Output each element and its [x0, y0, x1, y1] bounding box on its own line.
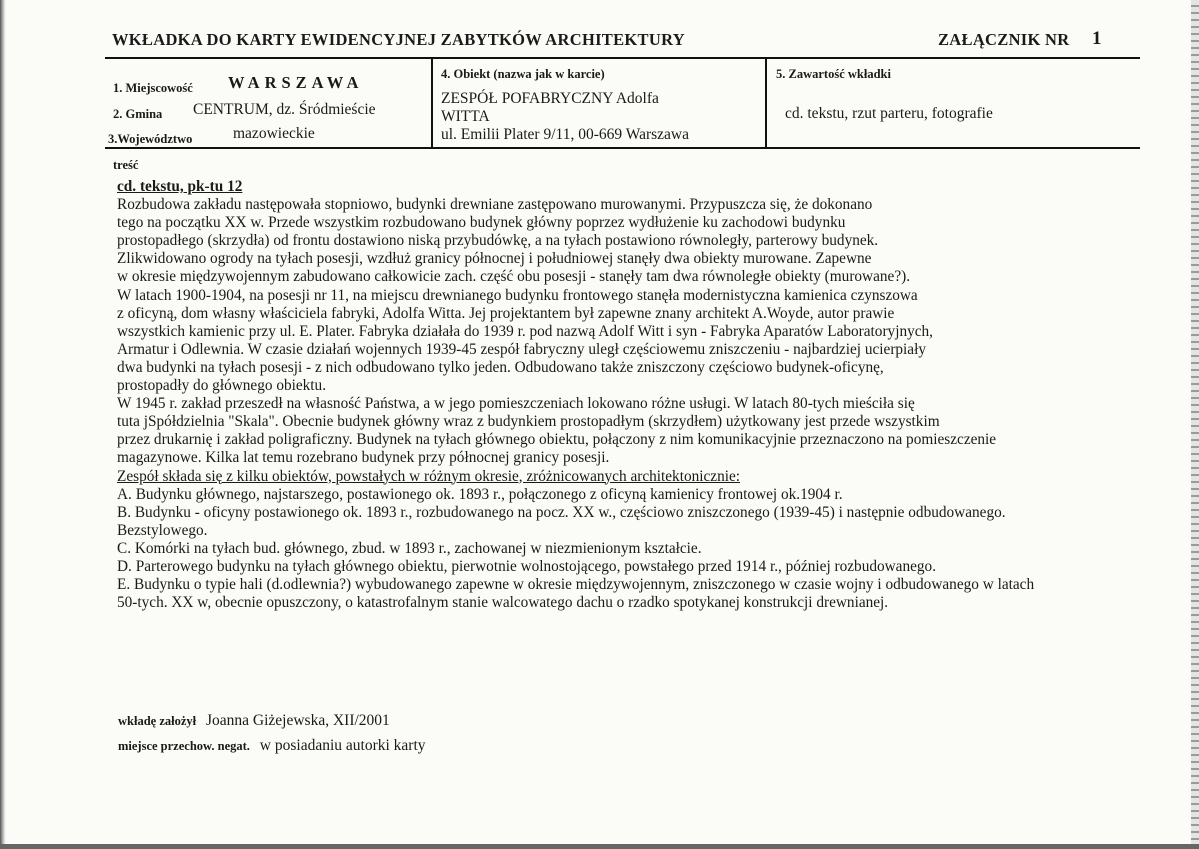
- content-line: z oficyną, dom własny właściciela fabryki, Adolfa Witta. Jej projektantem był zapewne znany architekt A.Woyde, autor prawie: [117, 304, 895, 322]
- content-line: W 1945 r. zakład przeszedł na własność Państwa, a w jego pomieszczeniach lokowano różne usługi. W latach 80-tych mieściła się: [117, 395, 915, 413]
- tresc-label: treść: [113, 158, 139, 172]
- zawartosc-label: 5. Zawartość wkładki: [776, 67, 891, 81]
- content-line: C. Komórki na tyłach bud. głównego, zbud. w 1893 r., zachowanej w niezmienionym kształcie.: [117, 539, 702, 557]
- miejscowosc-label: 1. Miejscowość: [113, 81, 193, 95]
- obiekt-value-line: ZESPÓŁ POFABRYCZNY Adolfa: [441, 90, 659, 107]
- author-row: [118, 712, 390, 730]
- content-line: 50-tych. XX w, obecnie opuszczony, o katastrofalnym stanie walcowatego dachu o rzadko spotykanej konstrukcji drewnianej.: [117, 594, 889, 612]
- obiekt-address: ul. Emilii Plater 9/11, 00-669 Warszawa: [441, 126, 689, 143]
- obiekt-value-line: WITTA: [441, 108, 490, 125]
- content-body: [117, 178, 1177, 612]
- storage-row: [118, 737, 426, 755]
- content-line: A. Budynku głównego, najstarszego, postawionego ok. 1893 r., połączonego z oficyną kamienicy frontowej ok.1904 r.: [117, 485, 843, 503]
- column-divider-2: [765, 57, 767, 148]
- annex-number: 1: [1092, 28, 1102, 49]
- scan-edge-bottom: [0, 844, 1199, 849]
- content-line: Bezstylowego.: [117, 521, 208, 539]
- content-line: W latach 1900-1904, na posesji nr 11, na miejscu drewnianego budynku frontowego stanęła modernistyczna kamienica czynszowa: [117, 286, 918, 304]
- content-line: magazynowe. Kilka lat temu rozebrano budynek przy północnej granicy posesji.: [117, 449, 610, 467]
- content-line: w okresie międzywojennym zabudowano całkowicie zach. część obu posesji - stanęły tam dwa równoległe obiekty (murowane?).: [117, 268, 911, 286]
- wojewodztwo-value: mazowieckie: [233, 125, 315, 142]
- content-line: B. Budynku - oficyny postawionego ok. 1893 r., rozbudowanego na pocz. XX w., częściowo zniszczonego (1939-45) i następnie odbudowanego.: [117, 503, 1006, 521]
- content-line: tuta jSpółdzielnia "Skala". Obecnie budynek główny wraz z budynkiem prostopadłym (skrzydłem) użytkowany jest przede wszystkim: [117, 413, 940, 431]
- content-line: Zlikwidowano ogrody na tyłach posesji, wzdłuż granicy północnej i południowej stanęły dwa obiekty murowane. Zapewne: [117, 250, 872, 268]
- content-heading: cd. tekstu, pk-tu 12: [117, 178, 243, 195]
- content-line: D. Parterowego budynku na tyłach głównego obiektu, pierwotnie wolnostojącego, powstałego przed 1914 r., później rozbudowanego.: [117, 557, 937, 575]
- wojewodztwo-label: 3.Województwo: [108, 132, 193, 146]
- gmina-value: CENTRUM, dz. Śródmieście: [193, 101, 376, 118]
- scan-edge-right: [1191, 0, 1199, 849]
- content-line: Rozbudowa zakładu następowała stopniowo, budynki drewniane zastępowano murowanymi. Przypuszcza się, że dokonano: [117, 196, 873, 214]
- content-line: wszystkich kamienic przy ul. E. Plater. Fabryka działała do 1939 r. pod nazwą Adolf Witt i syn - Fabryka Aparatów Laboratoryjnych,: [117, 322, 934, 340]
- content-line: E. Budynku o typie hali (d.odlewnia?) wybudowanego zapewne w okresie międzywojennym, zniszczonego w czasie wojny i odbudowanego w latach: [117, 576, 1035, 594]
- annex-label: ZAŁĄCZNIK NR: [938, 30, 1070, 49]
- column-divider-1: [431, 57, 433, 148]
- author-value: Joanna Giżejewska, XII/2001: [206, 712, 390, 729]
- miejscowosc-value: WARSZAWA: [228, 73, 364, 92]
- content-line: Armatur i Odlewnia. W czasie działań wojennych 1939-45 zespół fabryczny uległ częściowemu zniszczeniu - najbardziej ucierpiały: [117, 340, 926, 358]
- content-line: dwa budynki na tyłach posesji - z nich odbudowano tylko jeden. Odbudowano także zniszczony częściowo budynek-oficynę,: [117, 358, 884, 376]
- header-bottom-rule: [105, 147, 1140, 149]
- content-line: przez drukarnię i zakład poligraficzny. Budynek na tyłach głównego obiektu, połączony z nim komunikacyjnie przeznaczono na pomieszczenie: [117, 431, 997, 449]
- content-line-underlined: Zespół składa się z kilku obiektów, powstałych w różnym okresie, zróżnicowanych architektonicznie:: [117, 467, 741, 485]
- scan-edge-left: [0, 0, 6, 849]
- gmina-label: 2. Gmina: [113, 107, 163, 121]
- top-rule: [105, 57, 1140, 59]
- content-line: prostopadły do głównego obiektu.: [117, 377, 327, 395]
- obiekt-label: 4. Obiekt (nazwa jak w karcie): [441, 67, 605, 81]
- author-label: wkładę założył: [118, 714, 197, 728]
- content-line: prostopadłego (skrzydła) od frontu dostawiono niską przybudówkę, a na tyłach postawiono równoległy, parterowy budynek.: [117, 232, 879, 250]
- storage-value: w posiadaniu autorki karty: [259, 737, 426, 754]
- document-title: WKŁADKA DO KARTY EWIDENCYJNEJ ZABYTKÓW ARCHITEKTURY: [112, 30, 685, 49]
- storage-label: miejsce przechow. negat.: [118, 739, 250, 753]
- zawartosc-value: cd. tekstu, rzut parteru, fotografie: [785, 105, 993, 122]
- content-line: tego na początku XX w. Przede wszystkim rozbudowano budynek główny poprzez wydłużenie ku zachodowi budynku: [117, 214, 846, 232]
